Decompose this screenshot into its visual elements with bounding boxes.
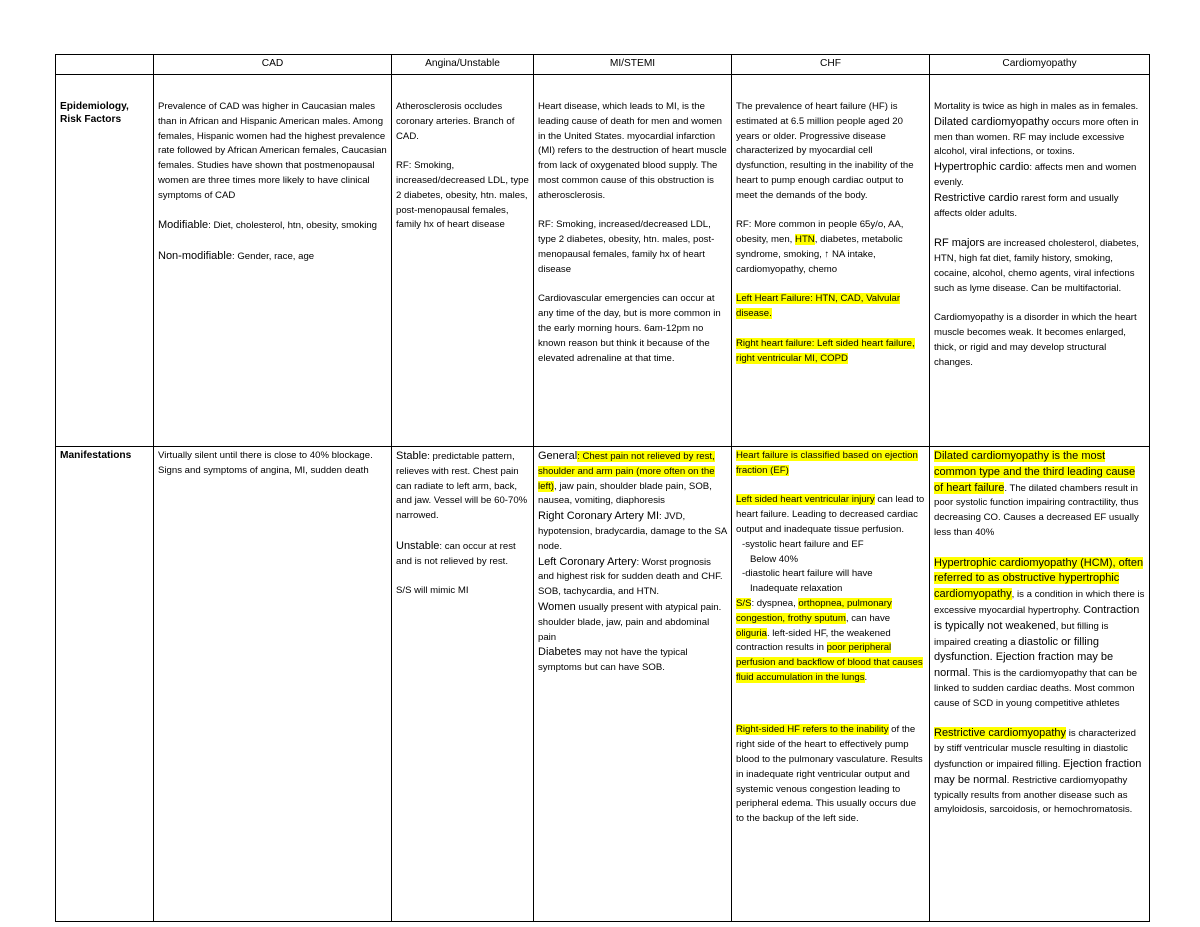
- lca-label: Left Coronary Artery: [538, 555, 637, 568]
- cell-chf-manifestations: [732, 447, 930, 922]
- chf-right-hf-text: [736, 337, 925, 367]
- angina-atherosclerosis-text: Atherosclerosis occludes coronary arteries. Branch of CAD.: [396, 101, 515, 142]
- chf-prevalence-text: The prevalence of heart failure (HF) is estimated at 6.5 million people aged 20 years or older. Progressive disease characterized by myocardial cell dysfunction, resulting in the inability of the heart to pump enough cardiac output to meet the demands of the body.: [736, 101, 914, 201]
- chf-classified-text: [736, 449, 925, 479]
- cardio-dilated-text: [934, 115, 1145, 160]
- lca-text: : Worst prognosis and highest risk for sudden death and CHF. SOB, tachycardia, and HTN.: [538, 556, 723, 598]
- header-angina: Angina/Unstable: [392, 55, 534, 75]
- cell-mi-epidemiology: [534, 75, 732, 447]
- cardio-mortality-text: Mortality is twice as high in males as in females.: [934, 101, 1139, 112]
- dilated-manifest-body: . The dilated chambers result in poor systolic function impairing contractility, thus decreasing CO. Causes a decreased EF usually less than 40%: [934, 482, 1139, 538]
- chf-rf-htn-highlight: HTN: [795, 234, 815, 246]
- diabetes-text: may not have the typical symptoms but can have SOB.: [538, 647, 688, 674]
- chf-rf-part2: , diabetes, metabolic syndrome, smoking, ↑ NA intake, cardiomyopathy, chemo: [736, 234, 903, 275]
- dilated-label: Dilated cardiomyopathy: [934, 115, 1049, 128]
- hcm-emphasis1: Contraction is typically not weakened: [934, 603, 1140, 632]
- cad-prevalence-text: Prevalence of CAD was higher in Caucasian males than in African and Hispanic American males. Among females, Hispanic women had the highest prevalence rate followed by African American females, Caucasian females. Studies have shown that postmenopausal women are three times more likely to have clinical symptoms of CAD: [158, 101, 387, 201]
- cardio-restrictive-text: [934, 191, 1145, 222]
- chf-systolic-line1: -systolic heart failure and EF: [742, 538, 864, 550]
- chf-ss-text: [736, 597, 925, 686]
- chf-ss-highlight2: oliguria: [736, 627, 767, 639]
- chf-right-sided-text: [736, 723, 925, 827]
- nonmodifiable-label: Non-modifiable: [158, 249, 232, 262]
- chf-ss-highlight1: orthopnea, pulmonary congestion, frothy sputum: [736, 597, 892, 624]
- chf-left-sided-text: [736, 493, 925, 537]
- cardio-hypertrophic-text: [934, 160, 1145, 191]
- row-label-epidemiology: Epidemiology, Risk Factors: [56, 75, 154, 447]
- restrictive-part1: is characterized by stiff ventricular muscle resulting in diastolic dysfunction or impaired filling.: [934, 728, 1136, 770]
- unstable-text: : can occur at rest and is not relieved by rest.: [396, 540, 516, 567]
- chf-right-hf-highlight: Right heart failure: Left sided heart failure, right ventricular MI, COPD: [736, 337, 915, 364]
- general-text: , jaw pain, shoulder blade pain, SOB, nausea, vomiting, diaphoresis: [538, 480, 712, 507]
- chf-diastolic-line1: -diastolic heart failure will have: [742, 568, 873, 580]
- hcm-part3: . This is the cardiomyopathy that can be linked to sudden cardiac deaths. Most common cause of SCD in young competitive athletes: [934, 668, 1138, 709]
- cell-angina-manifestations: [392, 447, 534, 922]
- general-highlight: : Chest pain not relieved by rest, shoulder and arm pain (more often on the left): [538, 451, 715, 492]
- mi-emergencies-text: Cardiovascular emergencies can occur at any time of the day, but is more common in the early morning hours. 6am-12pm no known reason but think it because of the elevated adrenaline at that time.: [538, 293, 721, 364]
- mi-heart-disease-text: Heart disease, which leads to MI, is the leading cause of death for men and women in the United States. myocardial infarction (MI) refers to the destruction of heart muscle from lack of oxygenated blood supply. The most common cause of this obstruction is atherosclerosis.: [538, 101, 727, 201]
- rf-majors-text: are increased cholesterol, diabetes, HTN, high fat diet, family history, smoking, cocaine, alcohol, chemo agents, viral infections such as lyme disease. Can be multifactorial.: [934, 238, 1139, 294]
- restrictive-part2: . Restrictive cardiomyopathy typically results from another disease such as amyloidosis, sarcoidosis, or hemochromatosis.: [934, 774, 1133, 816]
- chf-systolic-line2: Below 40%: [750, 553, 798, 565]
- hypertrophic-text: : affects men and women evenly.: [934, 162, 1137, 188]
- header-mi: MI/STEMI: [534, 55, 732, 75]
- unstable-label: Unstable: [396, 539, 440, 552]
- hypertrophic-label: Hypertrophic cardio: [934, 161, 1030, 174]
- diabetes-label: Diabetes: [538, 646, 582, 659]
- chf-ss-part1: : dyspnea,: [751, 597, 799, 609]
- chf-ss-label: S/S: [736, 597, 752, 609]
- cell-cardiomyopathy-manifestations: [930, 447, 1150, 922]
- cardio-dilated-manifest-text: [934, 449, 1145, 541]
- cad-nonmodifiable: [158, 249, 387, 265]
- chf-left-sided-body: can lead to heart failure. Leading to decreased cardiac output and inadequate tissue perfusion.: [736, 494, 925, 535]
- chf-right-sided-highlight: Right-sided HF refers to the inability: [736, 724, 889, 736]
- modifiable-label: Modifiable: [158, 219, 209, 232]
- hcm-part1: , is a condition in which there is excessive myocardial hypertrophy.: [934, 589, 1145, 616]
- women-label: Women: [538, 600, 576, 613]
- dilated-manifest-highlight: Dilated cardiomyopathy is the most common type and the third leading cause of heart failure: [934, 450, 1136, 494]
- hcm-emphasis2: diastolic or filling dysfunction. Ejection fraction may be normal: [934, 635, 1114, 680]
- row-manifestations: [56, 447, 1150, 922]
- chf-rf-part1: RF: More common in people 65y/o, AA, obesity, men,: [736, 219, 904, 246]
- mi-rca-text: [538, 509, 727, 554]
- header-row: [56, 55, 1150, 75]
- rca-text: : JVD, hypotension, bradycardia, damage to the SA node.: [538, 511, 727, 552]
- header-cardiomyopathy: Cardiomyopathy: [930, 55, 1150, 75]
- nonmodifiable-text: : Gender, race, age: [231, 250, 315, 262]
- chf-ss-highlight3: poor peripheral perfusion and backflow of blood that causes fluid accumulation in the lungs: [736, 642, 923, 683]
- restrictive-manifest-highlight: Restrictive cardiomyopathy: [934, 727, 1067, 740]
- chf-diastolic-line2: Inadequate relaxation: [750, 583, 843, 595]
- mi-general-text: [538, 449, 727, 509]
- hcm-highlight: Hypertrophic cardiomyopathy (HCM), often referred to as obstructive hypertrophic cardiomyopathy: [934, 556, 1144, 601]
- chf-ss-part2: , can have: [845, 612, 891, 624]
- chf-rf-text: [736, 218, 925, 277]
- row-label-manifestations: Manifestations: [56, 447, 154, 922]
- cardio-disorder-text: Cardiomyopathy is a disorder in which the heart muscle becomes weak. It becomes enlarged, thick, or rigid and may develop structural changes.: [934, 312, 1137, 368]
- angina-stable-text: [396, 449, 529, 524]
- stable-text: : predictable pattern, relieves with rest. Chest pain can radiate to left arm, back, and jaw. Vessel will be 60-70% narrowed.: [396, 451, 528, 522]
- mi-diabetes-text: [538, 645, 727, 676]
- angina-unstable-text: [396, 539, 529, 570]
- hcm-part2: , but filling is impaired creating a: [934, 620, 1109, 648]
- cell-cardiomyopathy-epidemiology: [930, 75, 1150, 447]
- angina-ss-text: S/S will mimic MI: [396, 585, 469, 597]
- restrictive-emphasis: Ejection fraction may be normal: [934, 757, 1142, 786]
- header-chf: CHF: [732, 55, 930, 75]
- cad-manifestations-text: Virtually silent until there is close to 40% blockage. Signs and symptoms of angina, MI, sudden death: [158, 450, 373, 476]
- restrictive-text: rarest form and usually affects older adults.: [934, 192, 1119, 219]
- header-corner: [56, 55, 154, 75]
- cell-mi-manifestations: [534, 447, 732, 922]
- chf-left-hf-highlight: Left Heart Failure: HTN, CAD, Valvular disease.: [736, 293, 901, 320]
- cell-cad-manifestations: [154, 447, 392, 922]
- rf-majors-label: RF majors: [934, 237, 985, 250]
- cad-modifiable: [158, 218, 387, 234]
- mi-rf-text: RF: Smoking, increased/decreased LDL, type 2 diabetes, obesity, htn. males, post-menopausal females, family hx of heart disease: [538, 219, 715, 275]
- cell-angina-epidemiology: [392, 75, 534, 447]
- modifiable-text: : Diet, cholesterol, htn, obesity, smoking: [208, 220, 377, 232]
- cardio-restrictive-manifest-text: [934, 726, 1145, 818]
- women-text: usually present with atypical pain. shoulder blade, jaw, pain and abdominal pain: [538, 601, 722, 643]
- mi-women-text: [538, 600, 727, 645]
- chf-classified-highlight: Heart failure is classified based on ejection fraction (EF): [736, 450, 918, 476]
- cell-chf-epidemiology: [732, 75, 930, 447]
- chf-ss-part4: .: [864, 671, 868, 683]
- row-epidemiology: [56, 75, 1150, 447]
- chf-right-sided-body: of the right side of the heart to effectively pump blood to the pulmonary vasculature. Results in inadequate right ventricular output and systemic venous congestion leading to peripheral edema. This usually occurs due to the backup of the left side.: [736, 724, 923, 825]
- rca-label: Right Coronary Artery MI: [538, 510, 660, 523]
- angina-rf-text: RF: Smoking, increased/decreased LDL, type 2 diabetes, obesity, htn. males, post-menopausal females, family hx of heart disease: [396, 160, 529, 231]
- cardio-rf-majors-text: [934, 236, 1145, 296]
- stable-label: Stable: [396, 450, 428, 462]
- dilated-text: occurs more often in men than women. RF may include excessive alcohol, viral infections, or toxins.: [934, 116, 1139, 158]
- comparison-table: [55, 54, 1150, 922]
- restrictive-label: Restrictive cardio: [934, 191, 1019, 204]
- header-cad: CAD: [154, 55, 392, 75]
- cell-cad-epidemiology: [154, 75, 392, 447]
- cardio-hcm-text: [934, 556, 1145, 712]
- chf-ss-part3: . left-sided HF, the weakened contraction results in: [736, 627, 891, 654]
- general-label: General: [538, 450, 578, 462]
- chf-left-sided-highlight: Left sided heart ventricular injury: [736, 494, 875, 506]
- chf-left-hf-text: [736, 292, 925, 322]
- mi-lca-text: [538, 555, 727, 600]
